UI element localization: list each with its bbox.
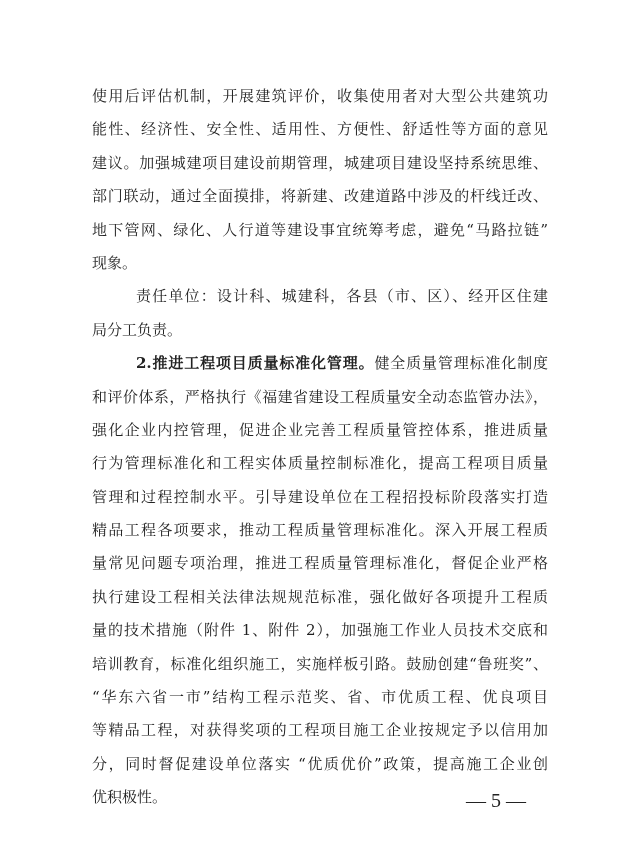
text-line: 量常见问题专项治理，推进工程质量管理标准化，督促企业严格 <box>92 554 548 573</box>
text-line: 和评价体系，严格执行《福建省建设工程质量安全动态监管办法》， <box>92 387 548 406</box>
text-line: 责任单位：设计科、城建科，各县（市、区）、经开区住建 <box>136 287 548 306</box>
text-line: 优积极性。 <box>92 788 168 807</box>
text-line: 精品工程各项要求，推动工程质量管理标准化。深入开展工程质 <box>92 521 548 540</box>
text-line: 强化企业内控管理，促进企业完善工程质量管控体系，推进质量 <box>92 420 548 439</box>
page-number: — 5 — <box>466 790 526 812</box>
text-line: 部门联动，通过全面摸排，将新建、改建道路中涉及的杆线迁改、 <box>92 187 548 206</box>
text-line: 局分工负责。 <box>92 320 183 339</box>
paragraph-1 <box>92 80 548 280</box>
text-line: 管理和过程控制水平。引导建设单位在工程招投标阶段落实打造 <box>92 487 548 506</box>
text-line: 等精品工程，对获得奖项的工程项目施工企业按规定予以信用加 <box>92 721 548 740</box>
text-line: 分，同时督促建设单位落实 “优质优价”政策，提高施工企业创 <box>92 754 548 773</box>
text-line: “华东六省一市”结构工程示范奖、省、市优质工程、优良项目 <box>92 688 548 707</box>
paragraph-2 <box>92 347 548 814</box>
text-line: 执行建设工程相关法律法规规范标准，强化做好各项提升工程质 <box>92 587 548 606</box>
section-heading: 2.推进工程项目质量标准化管理。 <box>136 354 375 373</box>
text-line: 行为管理标准化和工程实体质量控制标准化，提高工程项目质量 <box>92 454 548 473</box>
text-line: 培训教育，标准化组织施工，实施样板引路。鼓励创建“鲁班奖”、 <box>92 654 548 673</box>
text-line: 建议。加强城建项目建设前期管理，城建项目建设坚持系统思维、 <box>92 153 548 172</box>
text-line: 现象。 <box>92 253 138 272</box>
text-line <box>92 347 548 380</box>
text-line: 地下管网、绿化、人行道等建设事宜统筹考虑，避免“马路拉链” <box>92 220 548 239</box>
document-body <box>92 80 548 815</box>
text-line: 量的技术措施（附件 1、附件 2），加强施工作业人员技术交底和 <box>92 621 548 640</box>
text-line: 能性、经济性、安全性、适用性、方便性、舒适性等方面的意见 <box>92 120 548 139</box>
paragraph-responsible-units <box>92 280 548 347</box>
text-span: 健全质量管理标准化制度 <box>374 354 548 373</box>
text-line: 使用后评估机制，开展建筑评价，收集使用者对大型公共建筑功 <box>92 87 548 105</box>
